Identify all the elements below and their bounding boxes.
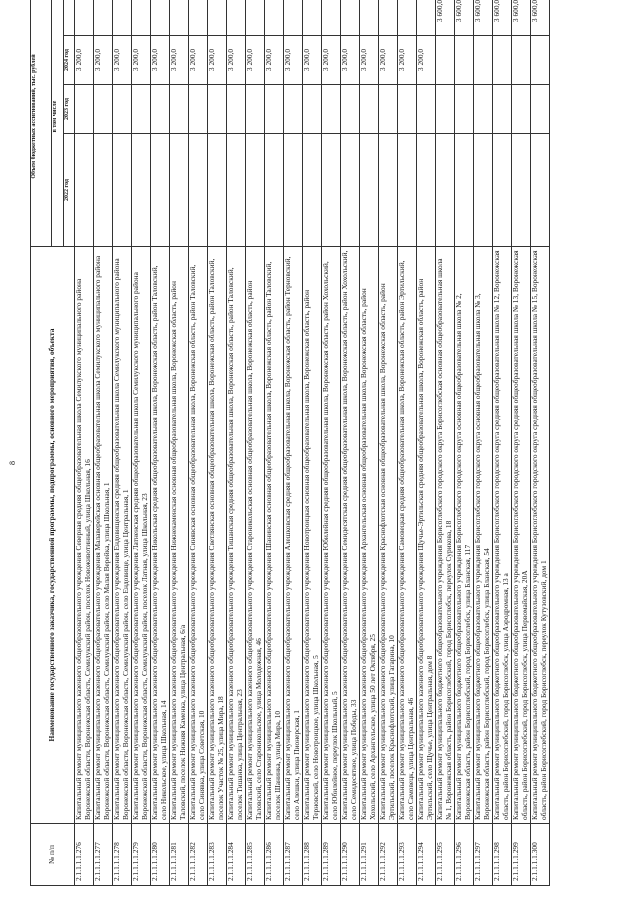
year-cell: 3 200,0 xyxy=(170,36,189,85)
total-cell xyxy=(227,134,246,247)
row-number: 2.1.1.1.1.299 xyxy=(512,824,531,886)
table-row xyxy=(151,0,170,886)
row-number: 2.1.1.1.1.282 xyxy=(189,824,208,886)
year-cell: 3 200,0 xyxy=(417,36,436,85)
row-number: 2.1.1.1.1.290 xyxy=(341,824,360,886)
object-name: Капитальный ремонт муниципального бюджетного общеобразовательного учреждения Борисоглебского городского округа средняя общеобразовательная школа № 15, Воронежская область, район Борисоглебский, город Борисоглебск, переулок Кутузовский, дом 1 xyxy=(531,247,550,824)
year-cell: 3 200,0 xyxy=(341,36,360,85)
year-cell xyxy=(512,85,531,134)
object-name: Капитальный ремонт муниципального бюджетного общеобразовательного учреждения Борисоглебского городского округа средняя общеобразовательная школа № 12, Воронежская область, район Борисоглебский, город Борисоглебск, улица Аэродромная, 13 а xyxy=(493,247,512,824)
object-name: Капитальный ремонт муниципального казенного общеобразовательного учреждения Северная средняя общеобразовательная школа Семилукского муниципального района Воронежской области, Воронежская область, Семилукский район, поселок Новоживотинный, улица Школьная, 16 xyxy=(75,247,94,824)
total-cell xyxy=(474,134,493,247)
total-cell xyxy=(436,134,455,247)
object-name: Капитальный ремонт муниципального бюджетного общеобразовательного учреждения Борисоглебского городского округа основная общеобразовательная школа № 2, Воронежская область, район Борисоглебский, город Борисоглебск, улица Бланская, 117 xyxy=(455,247,474,824)
object-name: Капитальный ремонт муниципального казенного общеобразовательного учреждения Синявская основная общеобразовательная школа, Воронежская область, район Таловский, село Синявка, улица Советская, 10 xyxy=(189,247,208,824)
year-cell: 3 200,0 xyxy=(265,36,284,85)
year-cell xyxy=(531,36,550,85)
row-number: 2.1.1.1.1.295 xyxy=(436,824,455,886)
object-name: Капитальный ремонт муниципального казенного общеобразовательного учреждения Самовецкая средняя общеобразовательная школа, Воронежская область, район Эртильский, село Самовецк, улица Центральная, 46 xyxy=(398,247,417,824)
object-name: Капитальный ремонт муниципального казенного общеобразовательного учреждения Староникольская основная общеобразовательная школа, Воронежская область, район Таловский, село Староникольское, улица Молодежная, 46 xyxy=(246,247,265,824)
total-cell xyxy=(189,134,208,247)
page-number: 8 xyxy=(8,461,17,465)
column-header-year-2023: 2023 год xyxy=(64,85,75,134)
total-cell xyxy=(341,134,360,247)
year-cell xyxy=(208,0,227,36)
table-row xyxy=(341,0,360,886)
year-cell: 3 600,0 xyxy=(474,0,493,36)
row-number: 2.1.1.1.1.284 xyxy=(227,824,246,886)
year-cell xyxy=(512,36,531,85)
year-cell xyxy=(170,0,189,36)
year-cell xyxy=(474,36,493,85)
year-cell xyxy=(75,85,94,134)
year-cell xyxy=(227,85,246,134)
year-cell xyxy=(417,0,436,36)
year-cell: 3 600,0 xyxy=(493,0,512,36)
row-number: 2.1.1.1.1.281 xyxy=(170,824,189,886)
year-cell xyxy=(455,85,474,134)
table-row xyxy=(474,0,493,886)
total-cell xyxy=(170,134,189,247)
year-cell xyxy=(341,85,360,134)
row-number: 2.1.1.1.1.291 xyxy=(360,824,379,886)
year-cell xyxy=(531,85,550,134)
object-name: Капитальный ремонт муниципального казенного общеобразовательного учреждения Новотроицкая основная общеобразовательная школа, Воронежская область, район Терновский, село Новотроицкое, улица Школьная, 5 xyxy=(303,247,322,824)
object-name: Капитальный ремонт муниципального казенного общеобразовательного учреждения Тишанская средняя общеобразовательная школа, Воронежская область, район Таловский, поселок Тишанка, улица Центральная, 23 xyxy=(227,247,246,824)
row-number: 2.1.1.1.1.283 xyxy=(208,824,227,886)
object-name: Капитальный ремонт муниципального казенного общеобразовательного учреждения Алешковская средняя общеобразовательная школа, Воронежская область, район Терновский, село Алешки, улица Пионерская, 1 xyxy=(284,247,303,824)
table-row xyxy=(493,0,512,886)
year-cell: 3 200,0 xyxy=(132,36,151,85)
year-cell: 3 200,0 xyxy=(75,36,94,85)
year-cell xyxy=(436,85,455,134)
table-row xyxy=(303,0,322,886)
table-row xyxy=(512,0,531,886)
total-cell xyxy=(246,134,265,247)
table-row xyxy=(246,0,265,886)
total-cell xyxy=(284,134,303,247)
table-row xyxy=(455,0,474,886)
total-cell xyxy=(265,134,284,247)
object-name: Капитальный ремонт муниципального бюджетного общеобразовательного учреждения Борисоглебского городского округа средняя общеобразовательная школа № 13, Воронежская область, район Борисоглебский, город Борисоглебск, улица Первомайская, 20А xyxy=(512,247,531,824)
row-number: 2.1.1.1.1.296 xyxy=(455,824,474,886)
year-cell: 3 200,0 xyxy=(379,36,398,85)
table-row xyxy=(265,0,284,886)
column-header-year-2024: 2024 год xyxy=(64,36,75,85)
object-name: Капитальный ремонт муниципального казенного общеобразовательного учреждения Семидесятская средняя общеобразовательная школа, Воронежская область, район Хохольский, село Семидесятное, улица Победы, 33 xyxy=(341,247,360,824)
year-cell xyxy=(189,0,208,36)
year-cell xyxy=(132,0,151,36)
year-cell xyxy=(113,0,132,36)
row-number: 2.1.1.1.1.289 xyxy=(322,824,341,886)
year-cell: 3 200,0 xyxy=(94,36,113,85)
year-cell: 3 600,0 xyxy=(436,0,455,36)
year-cell xyxy=(208,85,227,134)
table-row xyxy=(531,0,550,886)
table-row xyxy=(113,0,132,886)
object-name: Капитальный ремонт муниципального казенного общеобразовательного учреждения Юбилейная средняя общеобразовательная школа, Воронежская область, район Хохольский, село Юбилейное, переулок Школьный, 5 xyxy=(322,247,341,824)
row-number: 2.1.1.1.1.300 xyxy=(531,824,550,886)
year-cell: 3 600,0 xyxy=(512,0,531,36)
row-number: 2.1.1.1.1.292 xyxy=(379,824,398,886)
table-row xyxy=(417,0,436,886)
table-row xyxy=(75,0,94,886)
table-row xyxy=(284,0,303,886)
object-name: Капитальный ремонт муниципального казенного общеобразовательного учреждения Архангельская основная общеобразовательная школа, Воронежская область, район Хохольский, село Архангельское, улица 50 лет Октября, 25 xyxy=(360,247,379,824)
object-name: Капитальный ремонт муниципального казенного общеобразовательного учреждения Краснофлотская основная общеобразовательная школа, Воронежская область, район Эртильский, поселок Краснофлотский, улица Гагарина, 10 xyxy=(379,247,398,824)
year-cell: 3 200,0 xyxy=(189,36,208,85)
year-cell: 3 200,0 xyxy=(303,36,322,85)
object-name: Капитальный ремонт муниципального казенного общеобразовательного учреждения Нижнекаменская основная общеобразовательная школа, Воронежская область, район Таловский, поселок Нижняя Каменка, улица Центральная, 6/а xyxy=(170,247,189,824)
year-cell xyxy=(94,0,113,36)
total-cell xyxy=(208,134,227,247)
year-cell xyxy=(436,36,455,85)
object-name: Капитальный ремонт муниципального казенного общеобразовательного учреждения Малаверейская основная общеобразовательная школа Семилукского муниципального района Воронежской области, Воронежская область, Семилукский район, село Малая Верейка, улица Школьная, 1 xyxy=(94,247,113,824)
year-cell xyxy=(474,85,493,134)
year-cell xyxy=(151,85,170,134)
total-cell xyxy=(379,134,398,247)
object-name: Капитальный ремонт муниципального казенного общеобразовательного учреждения Никольская средняя общеобразовательная школа, Воронежская область, район Таловский, село Никольское, улица Школьная, 14 xyxy=(151,247,170,824)
total-cell xyxy=(113,134,132,247)
row-number: 2.1.1.1.1.287 xyxy=(284,824,303,886)
year-cell xyxy=(189,85,208,134)
year-cell: 3 200,0 xyxy=(322,36,341,85)
year-cell xyxy=(417,85,436,134)
total-cell xyxy=(360,134,379,247)
total-cell xyxy=(75,134,94,247)
year-cell xyxy=(170,85,189,134)
table-row xyxy=(94,0,113,886)
year-cell xyxy=(265,85,284,134)
object-name: Капитальный ремонт муниципального казенного общеобразовательного учреждения Ендовищенская средняя общеобразовательная школа Семилукского муниципального района Воронежской области, Воронежская область, Семилукский район, село Ендовище, улица Центральная, 1 xyxy=(113,247,132,824)
row-number: 2.1.1.1.1.278 xyxy=(113,824,132,886)
year-cell: 3 200,0 xyxy=(284,36,303,85)
year-cell xyxy=(303,0,322,36)
year-cell xyxy=(227,0,246,36)
year-cell: 3 200,0 xyxy=(113,36,132,85)
year-cell: 3 600,0 xyxy=(531,0,550,36)
object-name: Капитальный ремонт муниципального бюджетного общеобразовательного учреждения Борисоглебского городского округа Борисоглебская основная общеобразовательная школа № 1, Воронежская область, район Борисоглебский, город Борисоглебск, переулок Сурикова, 18 xyxy=(436,247,455,824)
row-number: 2.1.1.1.1.286 xyxy=(265,824,284,886)
year-cell xyxy=(493,85,512,134)
column-header-blank xyxy=(64,0,75,36)
object-name: Капитальный ремонт муниципального бюджетного общеобразовательного учреждения Борисоглебского городского округа основная общеобразовательная школа № 3, Воронежская область, район Борисоглебский, город Борисоглебск, улица Бланская, 54 xyxy=(474,247,493,824)
total-cell xyxy=(512,134,531,247)
object-name: Капитальный ремонт муниципального казенного общеобразовательного учреждения Шанинская основная общеобразовательная школа, Воронежская область, район Таловский, поселок Шанинка, улица Мира, 10 xyxy=(265,247,284,824)
year-cell xyxy=(246,85,265,134)
total-cell xyxy=(398,134,417,247)
total-cell xyxy=(94,134,113,247)
year-cell xyxy=(379,85,398,134)
year-cell xyxy=(132,85,151,134)
table-row xyxy=(322,0,341,886)
year-cell xyxy=(493,36,512,85)
year-cell xyxy=(303,85,322,134)
year-cell xyxy=(398,0,417,36)
row-number: 2.1.1.1.1.277 xyxy=(94,824,113,886)
column-header-budget: Объем бюджетных ассигнований, тыс. рублей xyxy=(31,0,52,247)
object-name: Капитальный ремонт муниципального казенного общеобразовательного учреждения Светлянская основная общеобразовательная школа, Воронежская область, район Таловский, поселок Участок № 25, улица Мира, 18 xyxy=(208,247,227,824)
total-cell xyxy=(132,134,151,247)
total-cell xyxy=(531,134,550,247)
total-cell xyxy=(493,134,512,247)
total-cell xyxy=(322,134,341,247)
year-cell xyxy=(151,0,170,36)
table-row xyxy=(208,0,227,886)
year-cell xyxy=(379,0,398,36)
year-cell: 3 200,0 xyxy=(208,36,227,85)
year-cell: 3 200,0 xyxy=(151,36,170,85)
column-header-name: Наименование государственного заказчика, государственной программы, подпрограммы, основного мероприятия, объекта xyxy=(31,247,75,824)
year-cell xyxy=(398,85,417,134)
year-cell: 3 600,0 xyxy=(455,0,474,36)
table-row xyxy=(360,0,379,886)
object-name: Капитальный ремонт муниципального казенного общеобразовательного учреждения Латненская средняя общеобразовательная школа Семилукского муниципального района Воронежской области, Воронежская область, Семилукский район, поселок Латная, улица Школьная, 23 xyxy=(132,247,151,824)
table-header xyxy=(31,0,75,886)
total-cell xyxy=(151,134,170,247)
year-cell xyxy=(455,36,474,85)
year-cell: 3 200,0 xyxy=(246,36,265,85)
total-cell xyxy=(303,134,322,247)
budget-allocation-table xyxy=(30,0,550,886)
table-row xyxy=(379,0,398,886)
year-cell: 3 200,0 xyxy=(360,36,379,85)
row-number: 2.1.1.1.1.293 xyxy=(398,824,417,886)
column-header-including: в том числе xyxy=(52,0,64,247)
table-row xyxy=(189,0,208,886)
year-cell xyxy=(284,0,303,36)
year-cell xyxy=(246,0,265,36)
row-number: 2.1.1.1.1.280 xyxy=(151,824,170,886)
year-cell xyxy=(284,85,303,134)
row-number: 2.1.1.1.1.276 xyxy=(75,824,94,886)
year-cell xyxy=(94,85,113,134)
row-number: 2.1.1.1.1.279 xyxy=(132,824,151,886)
row-number: 2.1.1.1.1.297 xyxy=(474,824,493,886)
column-header-number: № п/п xyxy=(31,824,75,886)
row-number: 2.1.1.1.1.294 xyxy=(417,824,436,886)
year-cell xyxy=(113,85,132,134)
table-row xyxy=(398,0,417,886)
year-cell xyxy=(322,0,341,36)
row-number: 2.1.1.1.1.285 xyxy=(246,824,265,886)
object-name: Капитальный ремонт муниципального казенного общеобразовательного учреждения Щучье-Эртильская средняя общеобразовательная школа, Воронежская область, район Эртильский, село Щучье, улица Центральная, дом 8 xyxy=(417,247,436,824)
year-cell: 3 200,0 xyxy=(227,36,246,85)
year-cell xyxy=(75,0,94,36)
year-cell xyxy=(265,0,284,36)
year-cell xyxy=(360,85,379,134)
year-cell xyxy=(341,0,360,36)
table-row xyxy=(170,0,189,886)
row-number: 2.1.1.1.1.288 xyxy=(303,824,322,886)
table-body xyxy=(75,0,550,886)
total-cell xyxy=(455,134,474,247)
total-cell xyxy=(417,134,436,247)
year-cell xyxy=(360,0,379,36)
year-cell xyxy=(322,85,341,134)
year-cell: 3 200,0 xyxy=(398,36,417,85)
row-number: 2.1.1.1.1.298 xyxy=(493,824,512,886)
table-row xyxy=(132,0,151,886)
table-row xyxy=(436,0,455,886)
table-row xyxy=(227,0,246,886)
column-header-year-2022: 2022 год xyxy=(64,134,75,247)
